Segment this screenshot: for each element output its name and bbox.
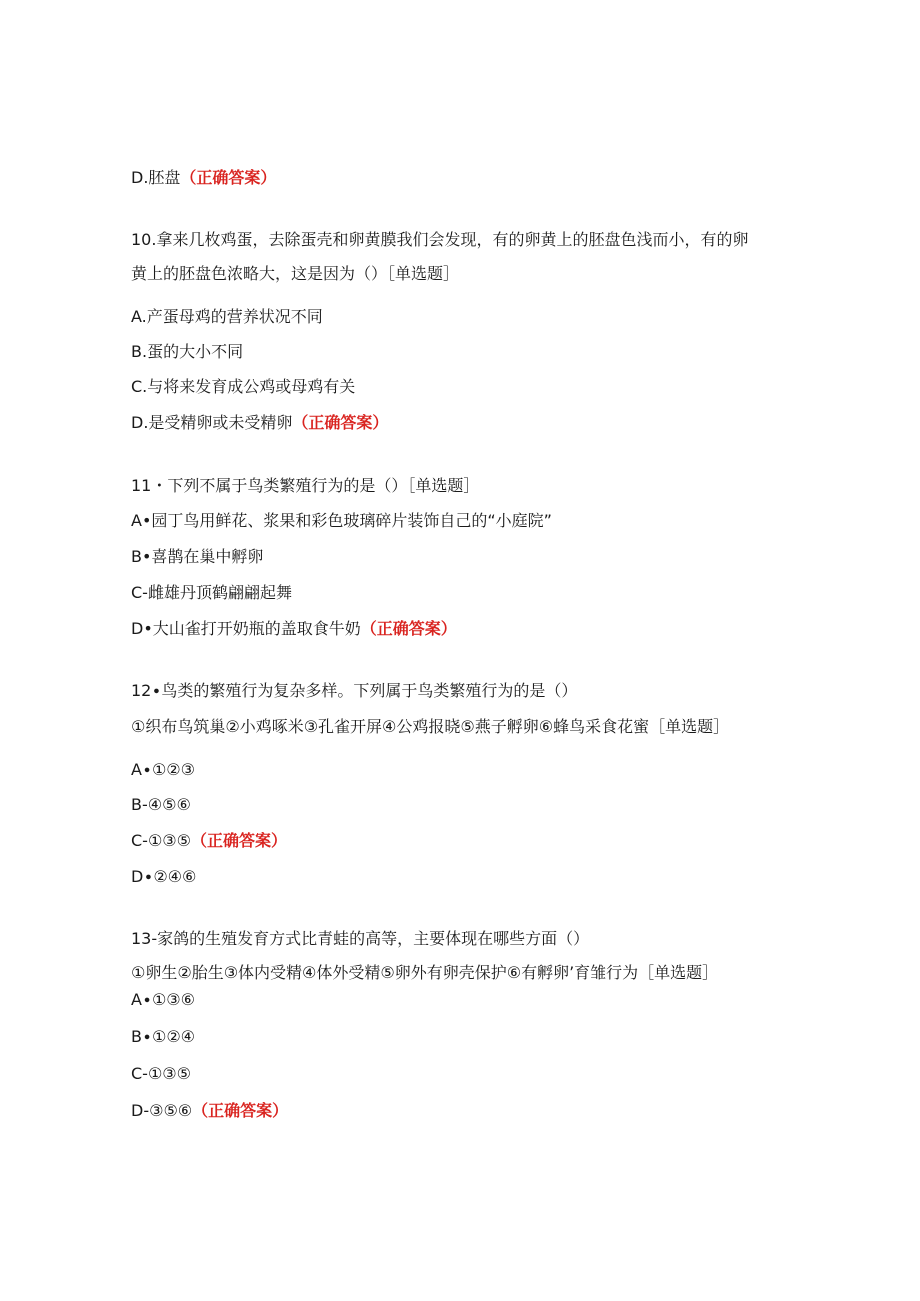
correct-answer-label: （正确答案） [180, 168, 277, 187]
q11-option-b: B•喜鹊在巢中孵卵 [131, 547, 264, 566]
q13-stem-line-1: 13-家鸽的生殖发育方式比青蛙的高等，主要体现在哪些方面（） [131, 929, 590, 948]
q13-option-b: B∙①②④ [131, 1027, 196, 1046]
option-text: D•大山雀打开奶瓶的盖取食牛奶 [131, 619, 361, 638]
correct-answer-label: （正确答案） [190, 831, 287, 850]
option-text: D-③⑤⑥ [131, 1101, 193, 1120]
q10-option-d [131, 413, 388, 433]
q11-option-d [131, 619, 457, 639]
q10-option-b: B.蛋的大小不同 [131, 342, 244, 361]
q12-option-b: B-④⑤⑥ [131, 795, 191, 814]
option-text: D.是受精卵或未受精卵 [131, 413, 293, 432]
q12-stem-line-1: 12∙鸟类的繁殖行为复杂多样。下列属于鸟类繁殖行为的是（） [131, 681, 578, 700]
correct-answer-label: （正确答案） [192, 1101, 289, 1120]
q13-option-a: A∙①③⑥ [131, 990, 195, 1009]
q10-option-c: C.与将来发育成公鸡或母鸡有关 [131, 377, 356, 396]
q9-option-d [131, 168, 276, 188]
q10-option-a: A.产蛋母鸡的营养状况不同 [131, 307, 323, 326]
q13-option-c: C-①③⑤ [131, 1064, 191, 1083]
q11-option-a: A•园丁鸟用鲜花、浆果和彩色玻璃碎片装饰自己的“小庭院” [131, 511, 552, 530]
q10-stem-line-2: 黄上的胚盘色浓略大，这是因为（）［单选题］ [131, 264, 460, 283]
q12-stem-line-2: ①织布鸟筑巢②小鸡啄米③孔雀开屏④公鸡报晓⑤燕子孵卵⑥蜂鸟采食花蜜［单选题］ [131, 717, 730, 736]
q11-option-c: C-雌雄丹顶鹤翩翩起舞 [131, 583, 292, 602]
q12-option-d: D∙②④⑥ [131, 867, 197, 886]
correct-answer-label: （正确答案） [292, 413, 389, 432]
correct-answer-label: （正确答案） [360, 619, 457, 638]
q11-stem: 11・下列不属于鸟类繁殖行为的是（）［单选题］ [131, 476, 480, 495]
q13-stem-line-2: ①卵生②胎生③体内受精④体外受精⑤卵外有卵壳保护⑥有孵卵’育雏行为［单选题］ [131, 963, 719, 982]
option-text: D.胚盘 [131, 168, 181, 187]
q12-option-c [131, 831, 287, 851]
option-text: C-①③⑤ [131, 831, 191, 850]
q12-option-a: A∙①②③ [131, 760, 195, 779]
q10-stem-line-1: 10.拿来几枚鸡蛋，去除蛋壳和卵黄膜我们会发现，有的卵黄上的胚盘色浅而小，有的卵 [131, 230, 749, 249]
q13-option-d [131, 1101, 288, 1121]
